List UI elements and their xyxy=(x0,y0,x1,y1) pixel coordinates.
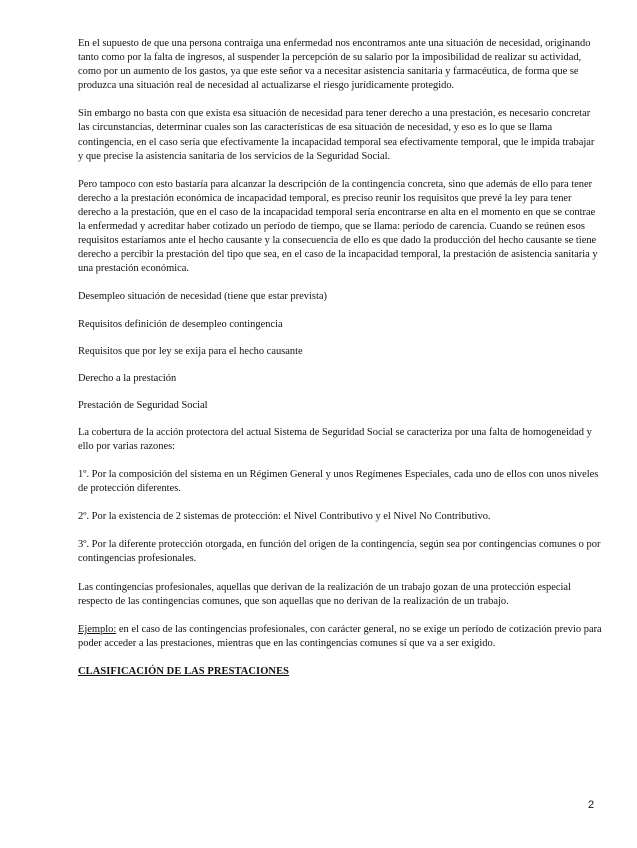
page-number: 2 xyxy=(588,799,595,811)
list-line-derecho-prestacion: Derecho a la prestación xyxy=(78,372,177,384)
section-heading: CLASIFICACIÓN DE LAS PRESTACIONES xyxy=(78,665,290,677)
paragraph-contingencia: Sin embargo no basta con que exista esa situación de necesidad para tener derecho a una prestación, es necesario concretar las circunstancias, determinar cuales son las características de esa situación de necesidad, y eso es lo que se llama contingencia, en el caso sería que efectivamente la incapacidad temporal sea efectivamente temporal, que le impida trabajar y que precise la asistencia sanitaria de los servicios de la Seguridad Social. xyxy=(78,108,595,162)
paragraph-razon-1: 1º. Por la composición del sistema en un Régimen General y unos Regímenes Especiales, cada uno de ellos con unos niveles de protección diferentes. xyxy=(78,469,599,495)
paragraph-ejemplo xyxy=(78,623,602,651)
list-line-prestacion-seguridad-social: Prestación de Seguridad Social xyxy=(78,399,208,411)
paragraph-cobertura: La cobertura de la acción protectora del actual Sistema de Seguridad Social se caracteriza por una falta de homogeneidad y ello por varias razones: xyxy=(78,426,592,452)
list-line-requisitos-ley: Requisitos que por ley se exija para el hecho causante xyxy=(78,345,303,357)
paragraph-contingencias-profesionales: Las contingencias profesionales, aquellas que derivan de la realización de un trabajo gozan de una protección especial respecto de las contingencias comunes, que son aquellas que no derivan de la realización de un trabajo. xyxy=(78,581,571,607)
ejemplo-text: en el caso de las contingencias profesionales, con carácter general, no se exige un período de cotización previo para poder acceder a las prestaciones, mientras que en las contingencias comunes sí que va a ser exigido. xyxy=(78,623,602,649)
list-line-desempleo: Desempleo situación de necesidad (tiene que estar prevista) xyxy=(78,291,327,303)
paragraph-situacion-necesidad: En el supuesto de que una persona contraiga una enfermedad nos encontramos ante una situación de necesidad, originando tanto como por la falta de ingresos, al suspender la percepción de su salario por la imposibilidad de realizar su actividad, como por un aumento de los gastos, ya que este señor va a necesitar asistencia sanitaria y farmacéutica, de forma que se produzca una situación real de necesidad al actualizarse el riesgo jurídicamente protegido. xyxy=(78,38,591,92)
paragraph-razon-3: 3º. Por la diferente protección otorgada, en función del origen de la contingencia, según sea por contingencias comunes o por contingencias profesionales. xyxy=(78,539,601,565)
paragraph-hecho-causante: Pero tampoco con esto bastaría para alcanzar la descripción de la contingencia concreta, sino que además de ello para tener derecho a la prestación económica de incapacidad temporal, es preciso reunir los requisitos que prevé la ley para tener derecho a la prestación, que en el caso de la incapacidad temporal sería encontrarse en alta en el momento en que se contrae la enfermedad y acreditar haber cotizado un período de tiempo, que se llama: período de carencia. Cuando se reúnen esos requisitos estaríamos ante el hecho causante y la consecuencia de ello es que dado la producción del hecho causante se tiene derecho a percibir la prestación del tipo que sea, en el caso de la incapacidad temporal, la prestación de asistencia sanitaria y una prestación económica. xyxy=(78,178,598,275)
document-page xyxy=(78,37,602,679)
paragraph-razon-2: 2º. Por la existencia de 2 sistemas de protección: el Nivel Contributivo y el Nivel No Contributivo. xyxy=(78,511,491,523)
list-line-requisitos-definicion: Requisitos definición de desempleo contingencia xyxy=(78,318,283,330)
ejemplo-label: Ejemplo: xyxy=(78,623,117,635)
